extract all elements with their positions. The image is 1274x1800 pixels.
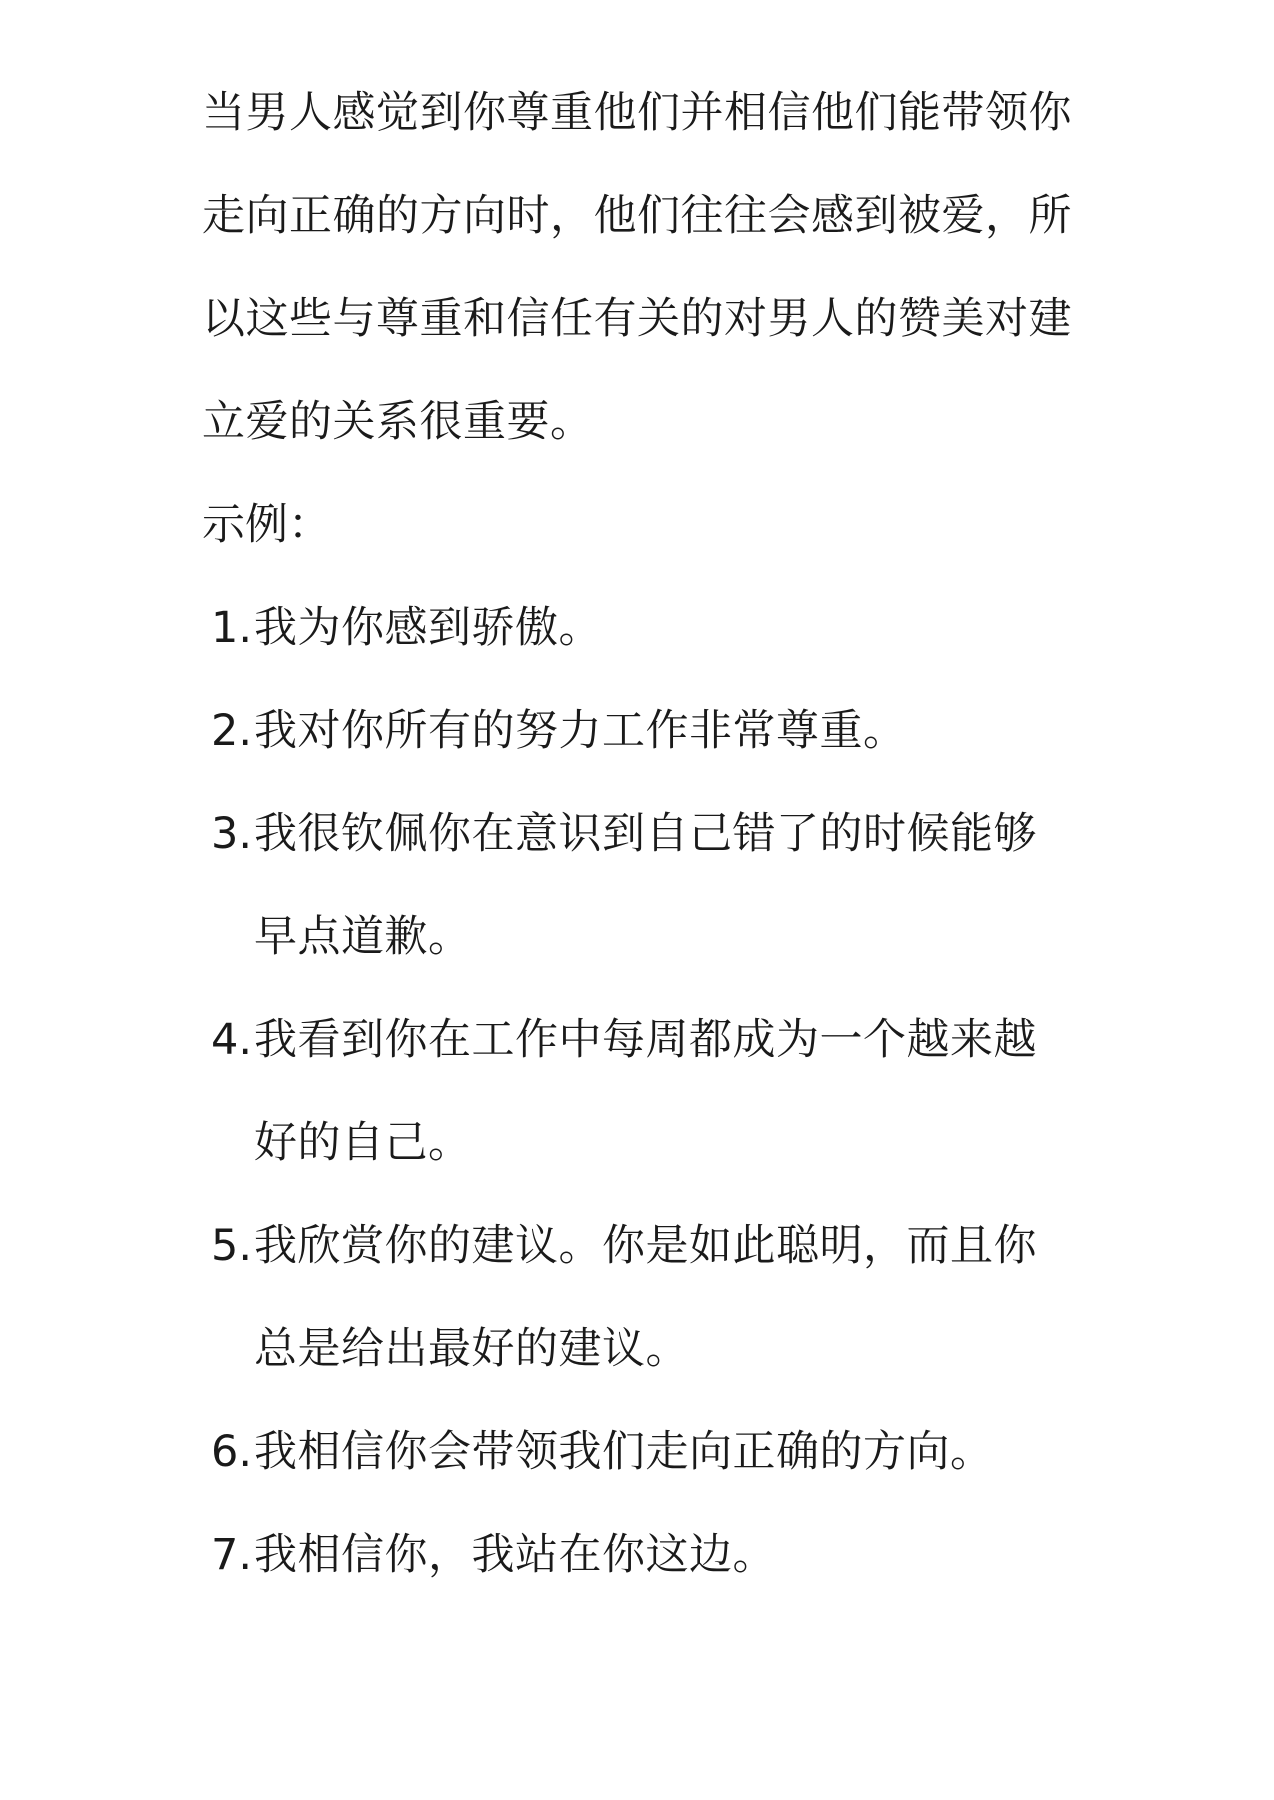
list-item-number: 7. <box>210 1530 252 1580</box>
list-item-number: 6. <box>210 1427 252 1477</box>
intro-paragraph: 当男人感觉到你尊重他们并相信他们能带领你走向正确的方向时，他们往往会感到被爱，所以这些与尊重和信任有关的对男人的赞美对建立爱的关系很重要。 <box>202 88 1072 447</box>
list-item-text: 我欣赏你的建议。你是如此聪明，而且你总是给出最好的建议。 <box>254 1221 1037 1374</box>
list-item <box>202 989 1082 1195</box>
list-item <box>202 577 1082 680</box>
list-item-number: 5. <box>210 1221 252 1271</box>
list-item-text: 我看到你在工作中每周都成为一个越来越好的自己。 <box>254 1015 1037 1168</box>
list-item-number: 3. <box>210 809 252 859</box>
list-item-text: 我对你所有的努力工作非常尊重。 <box>254 706 907 756</box>
list-item <box>202 1195 1082 1401</box>
list-item-number: 1. <box>210 603 252 653</box>
list-item <box>202 1401 1082 1504</box>
examples-label: 示例： <box>202 500 331 550</box>
list-item <box>202 680 1082 783</box>
list-item-number: 4. <box>210 1015 252 1065</box>
list-item <box>202 1504 1082 1607</box>
list-item-text: 我相信你会带领我们走向正确的方向。 <box>254 1427 994 1477</box>
list-item-text: 我很钦佩你在意识到自己错了的时候能够早点道歉。 <box>254 809 1037 962</box>
examples-list <box>202 577 1082 1607</box>
document-page <box>202 62 1082 1607</box>
list-item <box>202 783 1082 989</box>
list-item-text: 我相信你，我站在你这边。 <box>254 1530 776 1580</box>
list-item-text: 我为你感到骄傲。 <box>254 603 602 653</box>
list-item-number: 2. <box>210 706 252 756</box>
